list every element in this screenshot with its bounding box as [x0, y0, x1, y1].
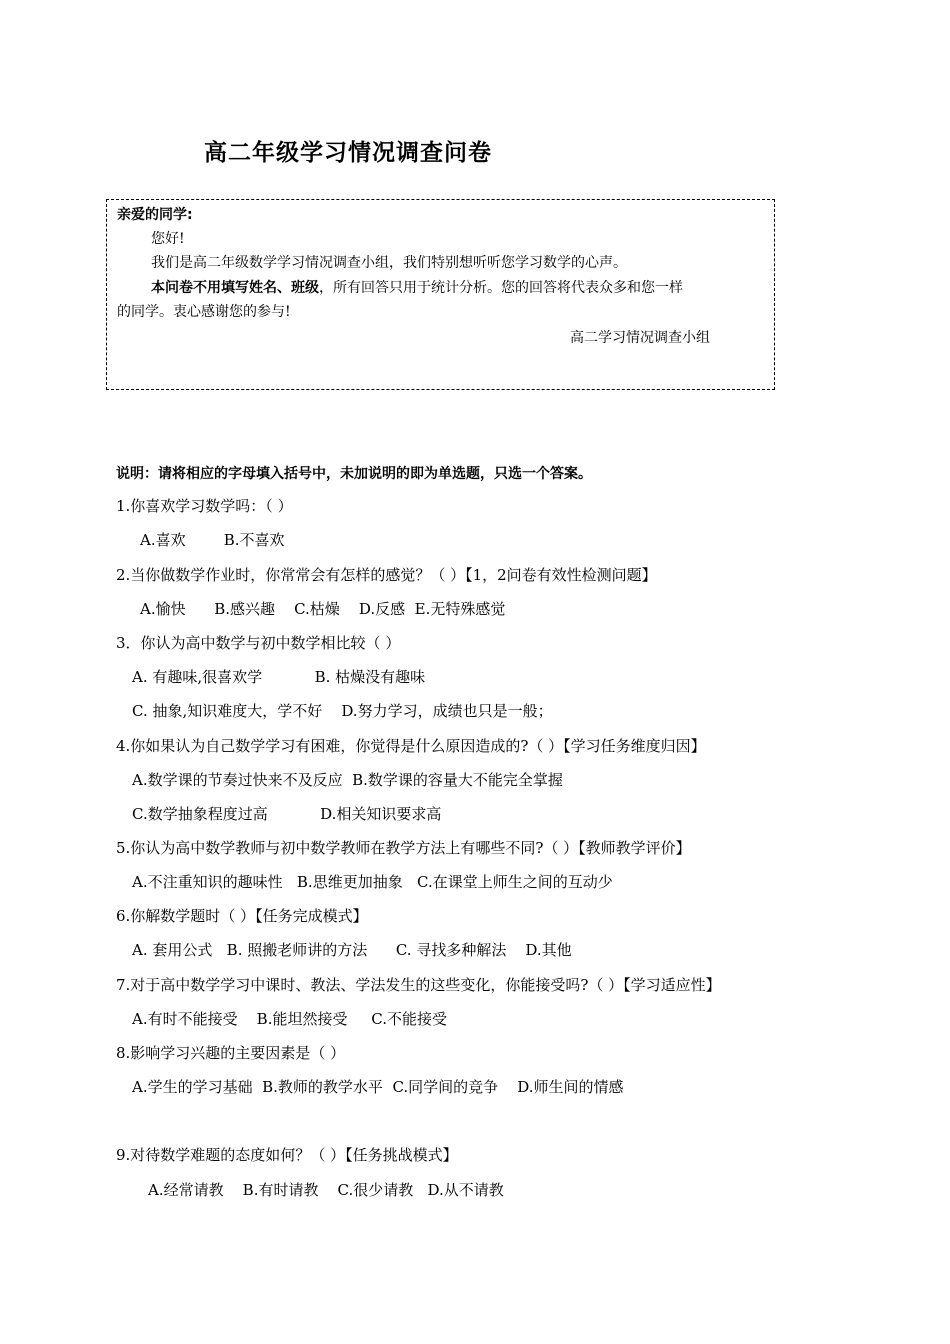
question-8-options: A.学生的学习基础 B.教师的教学水平 C.同学间的竞争 D.师生间的情感 [132, 1078, 624, 1096]
instructions: 说明：请将相应的字母填入括号中，未加说明的即为单选题，只选一个答案。 [116, 466, 592, 482]
question-3-options-1: A. 有趣味,很喜欢学 B. 枯燥没有趣味 [132, 668, 426, 686]
intro-bold-note: 本问卷不用填写姓名、班级 [151, 280, 319, 296]
question-3: 3．你认为高中数学与初中数学相比较（ ） [116, 634, 401, 652]
intro-paragraph-2-cont: 的同学。衷心感谢您的参与! [117, 304, 291, 320]
intro-paragraph-1: 我们是高二年级数学学习情况调查小组，我们特别想听听您学习数学的心声。 [151, 255, 627, 271]
question-6: 6.你解数学题时（ ）【任务完成模式】 [116, 907, 368, 925]
question-6-options: A. 套用公式 B. 照搬老师讲的方法 C. 寻找多种解法 D.其他 [132, 941, 572, 959]
question-2: 2.当你做数学作业时，你常常会有怎样的感觉？（ ）【1，2问卷有效性检测问题】 [116, 566, 657, 584]
question-1: 1.你喜欢学习数学吗：（ ） [116, 497, 293, 515]
page-title: 高二年级学习情况调查问卷 [204, 140, 492, 166]
question-4: 4.你如果认为自己数学学习有困难，你觉得是什么原因造成的?（ ）【学习任务维度归因】 [116, 737, 706, 755]
intro-paragraph-2 [151, 277, 683, 297]
question-1-options: A.喜欢 B.不喜欢 [140, 531, 285, 549]
intro-hello: 您好! [151, 231, 185, 247]
intro-signature: 高二学习情况调查小组 [570, 330, 710, 346]
question-3-options-2: C. 抽象,知识难度大，学不好 D.努力学习，成绩也只是一般； [132, 702, 553, 720]
question-9-options: A.经常请教 B.有时请教 C.很少请教 D.从不请教 [148, 1181, 504, 1199]
question-9: 9.对待数学难题的态度如何？（ ）【任务挑战模式】 [116, 1146, 458, 1164]
question-8: 8.影响学习兴趣的主要因素是（ ） [116, 1044, 346, 1062]
intro-greeting: 亲爱的同学: [117, 207, 193, 223]
intro-paragraph-2-rest: ，所有回答只用于统计分析。您的回答将代表众多和您一样 [319, 280, 683, 296]
question-2-options: A.愉快 B.感兴趣 C.枯燥 D.反感 E.无特殊感觉 [140, 600, 506, 618]
question-4-options-2: C.数学抽象程度过高 D.相关知识要求高 [132, 805, 442, 823]
question-4-options-1: A.数学课的节奏过快来不及反应 B.数学课的容量大不能完全掌握 [132, 771, 563, 789]
question-7-options: A.有时不能接受 B.能坦然接受 C.不能接受 [132, 1010, 448, 1028]
question-7: 7.对于高中数学学习中课时、教法、学法发生的这些变化，你能接受吗?（ ）【学习适应性】 [116, 976, 721, 994]
intro-box [106, 199, 775, 390]
question-5-options: A.不注重知识的趣味性 B.思维更加抽象 C.在课堂上师生之间的互动少 [132, 873, 613, 891]
question-5: 5.你认为高中数学教师与初中数学教师在教学方法上有哪些不同?（ ）【教师教学评价】 [116, 839, 691, 857]
